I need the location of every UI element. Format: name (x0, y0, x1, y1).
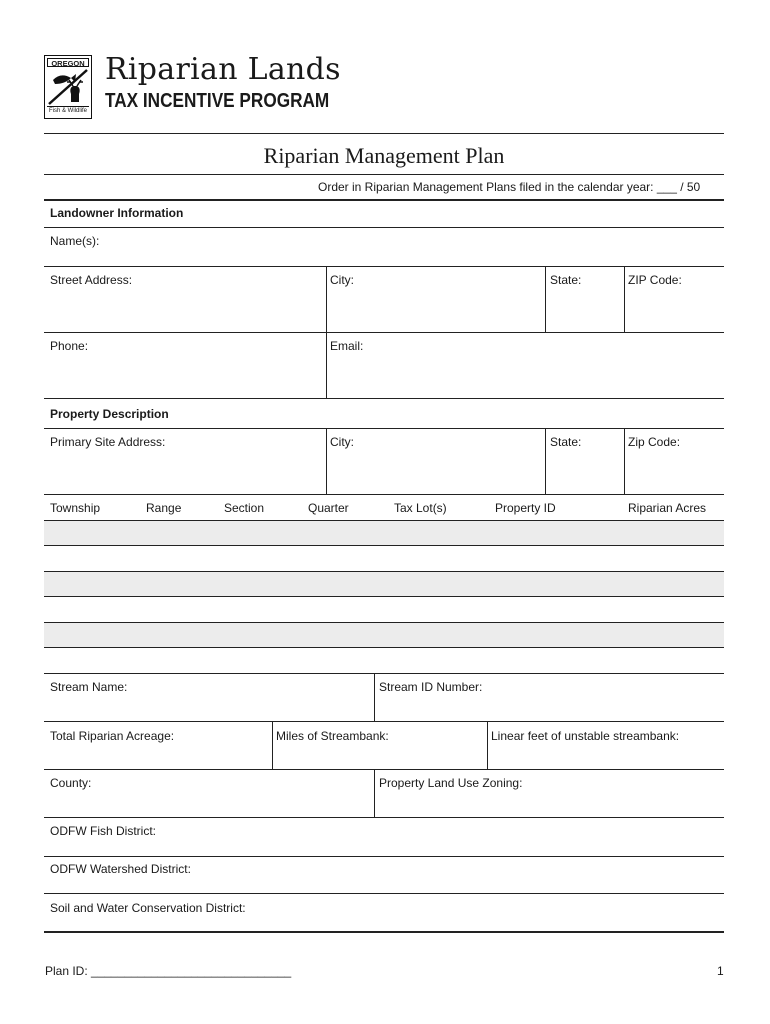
divider (545, 428, 546, 494)
rule (44, 893, 724, 894)
divider (374, 673, 375, 721)
odfw-logo (44, 55, 92, 119)
title-rule (44, 174, 724, 175)
rule (44, 266, 724, 267)
zoning-label: Property Land Use Zoning: (379, 776, 523, 790)
divider (326, 266, 327, 332)
miles-streambank-field[interactable] (274, 746, 486, 768)
phone-field[interactable] (46, 356, 324, 396)
table-row[interactable] (44, 572, 724, 596)
site-address-field[interactable] (46, 452, 324, 492)
rule (44, 817, 724, 818)
table-row[interactable] (44, 521, 724, 545)
col-range: Range (146, 501, 182, 515)
col-tax-lots: Tax Lot(s) (394, 501, 447, 515)
site-city-label: City: (330, 435, 354, 449)
divider (624, 428, 625, 494)
city-label: City: (330, 273, 354, 287)
site-state-label: State: (550, 435, 582, 449)
state-label: State: (550, 273, 582, 287)
property-heading: Property Description (50, 407, 169, 421)
col-township: Township (50, 501, 101, 515)
divider (272, 721, 273, 769)
table-row[interactable] (44, 546, 724, 570)
zoning-field[interactable] (376, 793, 722, 815)
logo-badge-bottom: Fish & Wildlife (48, 108, 87, 114)
program-title: Riparian Lands (105, 52, 341, 87)
plan-id: Plan ID: ______________________________ (45, 964, 292, 978)
table-row[interactable] (44, 648, 724, 672)
rule (44, 856, 724, 857)
logo-badge-top: OREGON (47, 58, 89, 67)
form-title: Riparian Management Plan (263, 143, 505, 168)
email-label: Email: (330, 339, 364, 353)
linear-feet-field[interactable] (489, 746, 722, 768)
divider (326, 428, 327, 494)
divider (545, 266, 546, 332)
col-riparian-acres: Riparian Acres (628, 501, 707, 515)
divider (374, 769, 375, 817)
names-label: Name(s): (50, 234, 100, 248)
total-acreage-label: Total Riparian Acreage: (50, 729, 175, 743)
rule (44, 494, 724, 495)
email-field[interactable] (328, 356, 722, 396)
phone-label: Phone: (50, 339, 89, 353)
col-section: Section (224, 501, 265, 515)
total-acreage-field[interactable] (46, 746, 270, 768)
divider (487, 721, 488, 769)
fish-district-label: ODFW Fish District: (50, 824, 156, 838)
watershed-district-label: ODFW Watershed District: (50, 862, 191, 876)
order-line: Order in Riparian Management Plans filed in the calendar year: ___ / 50 (318, 180, 701, 194)
site-address-label: Primary Site Address: (50, 435, 166, 449)
street-address-field[interactable] (46, 290, 324, 330)
rule (44, 398, 724, 399)
zip-field[interactable] (626, 290, 722, 330)
stream-name-field[interactable] (46, 697, 372, 719)
rule (44, 227, 724, 228)
landowner-heading: Landowner Information (50, 206, 184, 220)
section-rule (44, 199, 724, 201)
col-quarter: Quarter (308, 501, 349, 515)
table-row[interactable] (44, 597, 724, 621)
site-state-field[interactable] (547, 452, 622, 492)
rule (44, 673, 724, 674)
site-zip-field[interactable] (626, 452, 722, 492)
program-subtitle: TAX INCENTIVE PROGRAM (105, 90, 330, 112)
miles-streambank-label: Miles of Streambank: (276, 729, 389, 743)
section-rule (44, 931, 724, 933)
stream-name-label: Stream Name: (50, 680, 128, 694)
fish-deer-icon (47, 68, 89, 106)
swcd-label: Soil and Water Conservation District: (50, 901, 246, 915)
stream-id-field[interactable] (376, 697, 722, 719)
rule (44, 769, 724, 770)
header-rule (44, 133, 724, 134)
table-row[interactable] (44, 623, 724, 647)
rule (44, 332, 724, 333)
page-number: 1 (717, 964, 724, 978)
site-city-field[interactable] (328, 452, 544, 492)
county-field[interactable] (46, 793, 372, 815)
rule (44, 721, 724, 722)
stream-id-label: Stream ID Number: (379, 680, 483, 694)
county-label: County: (50, 776, 92, 790)
city-field[interactable] (328, 290, 544, 330)
plan-id-field[interactable] (92, 962, 306, 980)
watershed-district-field[interactable] (200, 858, 722, 892)
divider (326, 332, 327, 398)
swcd-field[interactable] (260, 896, 722, 930)
col-property-id: Property ID (495, 501, 556, 515)
state-field[interactable] (547, 290, 622, 330)
fish-district-field[interactable] (170, 819, 722, 855)
divider (624, 266, 625, 332)
site-zip-label: Zip Code: (628, 435, 681, 449)
zip-label: ZIP Code: (628, 273, 682, 287)
street-address-label: Street Address: (50, 273, 133, 287)
rule (44, 428, 724, 429)
names-field[interactable] (120, 229, 720, 265)
linear-feet-label: Linear feet of unstable streambank: (491, 729, 680, 743)
